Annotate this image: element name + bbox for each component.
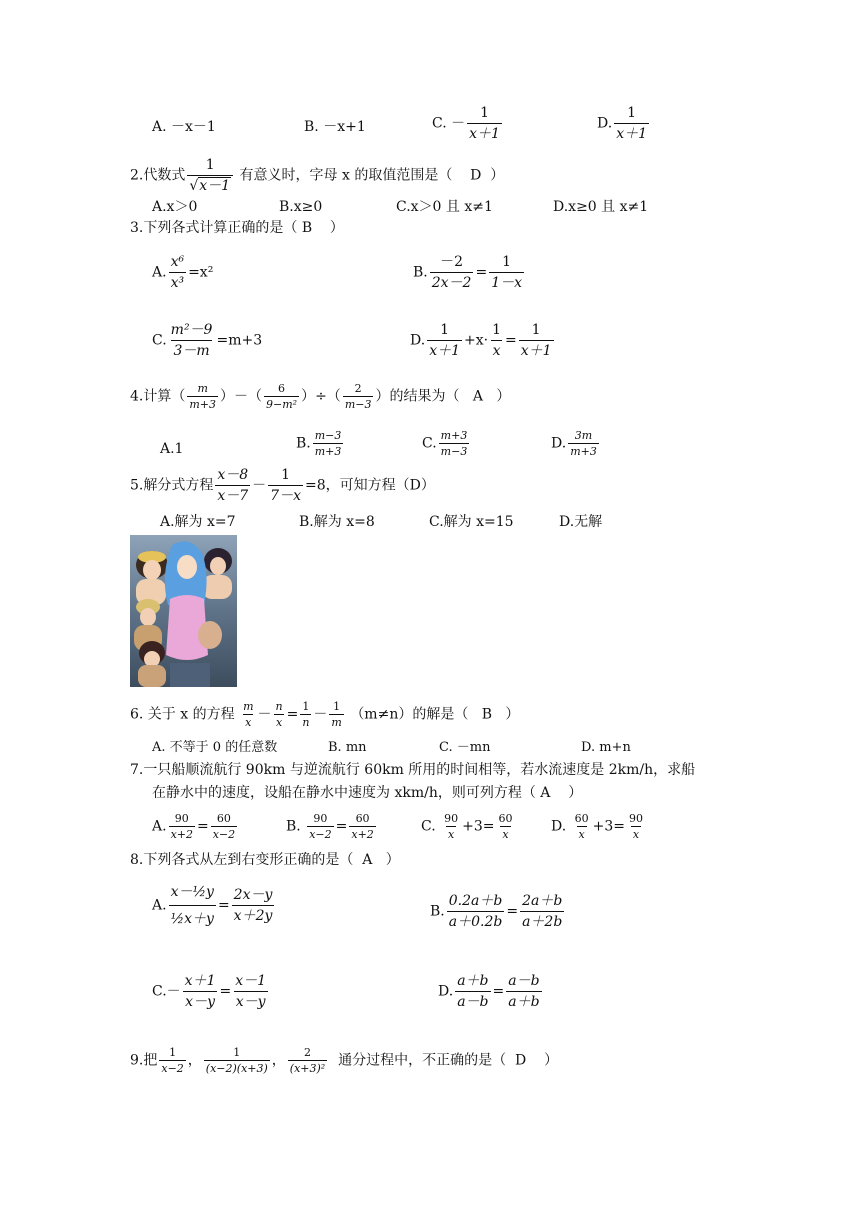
q8-option-d: D. $\frac{a+b}{a-b}$ = $\frac{a-b}{a+b}$ (438, 973, 540, 1010)
fraction: $\frac{-2}{2x-2}$ (431, 254, 472, 291)
q1-option-b: B. －x+1 (304, 119, 366, 135)
fraction: $\frac{1}{x+1}$ (469, 105, 500, 142)
q7-answer: A (540, 785, 551, 801)
q6-option-d: D. m+n (581, 740, 631, 755)
fraction: $\frac{m+3}{m-3}$ (440, 429, 468, 458)
fraction: $\frac{x+1}{x-y}$ (184, 973, 216, 1010)
q2-option-a: A.x＞0 (152, 199, 198, 215)
q8-answer: A (362, 852, 373, 868)
q6-option-c: C. －mn (439, 740, 491, 755)
q5-option-b: B.解为 x=8 (299, 514, 375, 530)
fraction: $\frac{2a+b}{a+2b}$ (522, 893, 563, 930)
fraction: $\frac{m-3}{m+3}$ (314, 429, 342, 458)
fraction: $\frac{3m}{m+3}$ (570, 429, 597, 458)
q5-stem: 5.解分式方程 $\frac{x-8}{x-7}$ － $\frac{1}{7-x}$ =8，可知方程（D） (130, 467, 435, 504)
fraction: $\frac{90}{x}$ (629, 812, 644, 841)
q3-option-b: B. $\frac{-2}{2x-2}$ = $\frac{1}{1-x}$ (413, 254, 523, 291)
q3-option-c: C. $\frac{\text{m²－9}}{3-m}$ =m+3 (152, 322, 263, 359)
q2-option-c: C.x＞0 且 x≠1 (396, 199, 493, 215)
q8-stem: 8.下列各式从左到右变形正确的是（ A ） (130, 852, 400, 868)
q2-option-d: D.x≥0 且 x≠1 (553, 199, 649, 215)
q1-option-c: C. － $\frac{1}{x+1}$ (432, 105, 500, 142)
fraction: $\frac{\text{x－½y}}{\text{½x＋y}}$ (170, 884, 214, 927)
fraction: $\frac{1}{7-x}$ (270, 467, 301, 504)
fraction: $\frac{x-8}{x-7}$ (217, 467, 249, 504)
fraction: $\frac{2}{\text{(x+3)²}}$ (289, 1046, 326, 1075)
fraction: $\frac{60}{x}$ (574, 812, 589, 841)
fraction: $\frac{x-1}{x-y}$ (235, 973, 267, 1010)
q4-option-c: C. $\frac{m+3}{m-3}$ (422, 429, 468, 458)
q7-option-d: D. $\frac{60}{x}$ +3= $\frac{90}{x}$ (551, 812, 644, 841)
fraction: $\frac{1}{n}$ (302, 700, 310, 729)
fraction: $\frac{1}{(x-2)(x+3)}$ (205, 1046, 268, 1075)
q6-option-a: A. 不等于 0 的任意数 (152, 740, 278, 755)
q2-answer: D (470, 167, 482, 184)
q5-option-c: C.解为 x=15 (429, 514, 514, 530)
fraction: $\frac{1}{√x-1}$ (187, 158, 233, 193)
fraction: $\frac{\text{m²－9}}{3-m}$ (170, 322, 213, 359)
q9-stem: 9.把 $\frac{1}{x-2}$ ， $\frac{1}{(x-2)(x+3)}$ ， $\frac{2}{\text{(x+3)²}}$ 通分过程中，不正确的是（ D ） (130, 1046, 559, 1075)
fraction: $\frac{90}{x-2}$ (309, 812, 332, 841)
fraction: $\frac{90}{x+2}$ (170, 812, 193, 841)
q3-stem: 3.下列各式计算正确的是（ B ） (130, 220, 344, 236)
q3-answer: B (301, 220, 313, 236)
fraction: $\frac{\text{x⁶}}{\text{x³}}$ (170, 254, 185, 291)
q8-option-b: B. $\frac{0.2a+b}{a+0.2b}$ = $\frac{2a+b}{a+2b}$ (430, 893, 563, 930)
q4-stem: 4.计算（ $\frac{m}{m+3}$ ）－（ $\frac{6}{\text{9−m²}}$ ）÷（ $\frac{2}{m-3}$ ）的结果为（ A ） (130, 382, 511, 411)
q4-answer: A (472, 388, 483, 405)
q7-option-c: C. $\frac{90}{x}$ +3= $\frac{60}{x}$ (421, 812, 513, 841)
fraction: $\frac{90}{x}$ (444, 812, 459, 841)
fraction: $\frac{2x-y}{x+2y}$ (233, 887, 273, 924)
fraction: $\frac{m}{m+3}$ (189, 382, 217, 411)
fraction: $\frac{1}{x+1}$ (520, 322, 552, 359)
fraction: $\frac{1}{x}$ (492, 322, 501, 359)
q3-option-d: D. $\frac{1}{x+1}$ +x· $\frac{1}{x}$ = $\frac{1}{x+1}$ (410, 322, 552, 359)
q5-option-a: A.解为 x=7 (160, 514, 236, 530)
q2-stem: 2.代数式 $\frac{1}{√x-1}$ 有意义时，字母 x 的取值范围是（ D ） (130, 157, 505, 194)
fraction: $\frac{2}{m-3}$ (344, 382, 372, 411)
fraction: $\frac{1}{x-2}$ (161, 1046, 184, 1075)
fraction: $\frac{0.2a+b}{a+0.2b}$ (448, 893, 503, 930)
illustration-image (130, 535, 237, 687)
fraction: $\frac{a-b}{a+b}$ (508, 973, 540, 1010)
fraction: $\frac{60}{x+2}$ (351, 812, 374, 841)
q8-option-a: A. $\frac{\text{x－½y}}{\text{½x＋y}}$ = $\frac{2x-y}{x+2y}$ (152, 884, 273, 927)
q3-option-a: A. $\frac{\text{x⁶}}{\text{x³}}$ =x² (152, 254, 214, 291)
fraction: $\frac{n}{x}$ (275, 700, 283, 729)
fraction: $\frac{a+b}{a-b}$ (457, 973, 489, 1010)
q1-option-a: A. －x－1 (152, 119, 216, 135)
q8-option-c: C.－ $\frac{x+1}{x-y}$ = $\frac{x-1}{x-y}$ (152, 973, 267, 1010)
q4-option-a: A.1 (160, 441, 184, 457)
q2-option-b: B.x≥0 (279, 199, 323, 215)
fraction: $\frac{60}{x}$ (498, 812, 513, 841)
q4-option-d: D. $\frac{3m}{m+3}$ (551, 429, 597, 458)
fraction: $\frac{1}{x+1}$ (616, 105, 647, 142)
q7-line2: 在静水中的速度，设船在静水中速度为 xkm/h，则可列方程（ A ） (152, 785, 583, 801)
fraction: $\frac{1}{m}$ (331, 700, 342, 729)
q7-option-b: B. $\frac{90}{x-2}$ = $\frac{60}{x+2}$ (286, 812, 374, 841)
q6-answer: B (481, 706, 492, 723)
fraction: $\frac{60}{x-2}$ (212, 812, 236, 841)
fraction: $\frac{1}{1-x}$ (491, 254, 523, 291)
fraction: $\frac{m}{x}$ (243, 700, 254, 729)
q1-option-d: D. $\frac{1}{x+1}$ (597, 105, 647, 142)
q9-answer: D (515, 1052, 527, 1069)
fraction: $\frac{1}{x+1}$ (429, 322, 460, 359)
q7-option-a: A. $\frac{90}{x+2}$ = $\frac{60}{x-2}$ (152, 812, 236, 841)
q4-option-b: B. $\frac{m-3}{m+3}$ (296, 429, 342, 458)
q5-option-d: D.无解 (559, 514, 603, 530)
fraction: $\frac{6}{\text{9−m²}}$ (266, 382, 298, 411)
q6-stem: 6. 关于 x 的方程 $\frac{m}{x}$ － $\frac{n}{x}$ = $\frac{1}{n}$ － $\frac{1}{m}$ （m≠n）的解是（ B ） (130, 700, 520, 729)
q6-option-b: B. mn (328, 740, 367, 755)
q7-line1: 7.一只船顺流航行 90km 与逆流航行 60km 所用的时间相等，若水流速度是 2km/h，求船 (130, 762, 696, 778)
